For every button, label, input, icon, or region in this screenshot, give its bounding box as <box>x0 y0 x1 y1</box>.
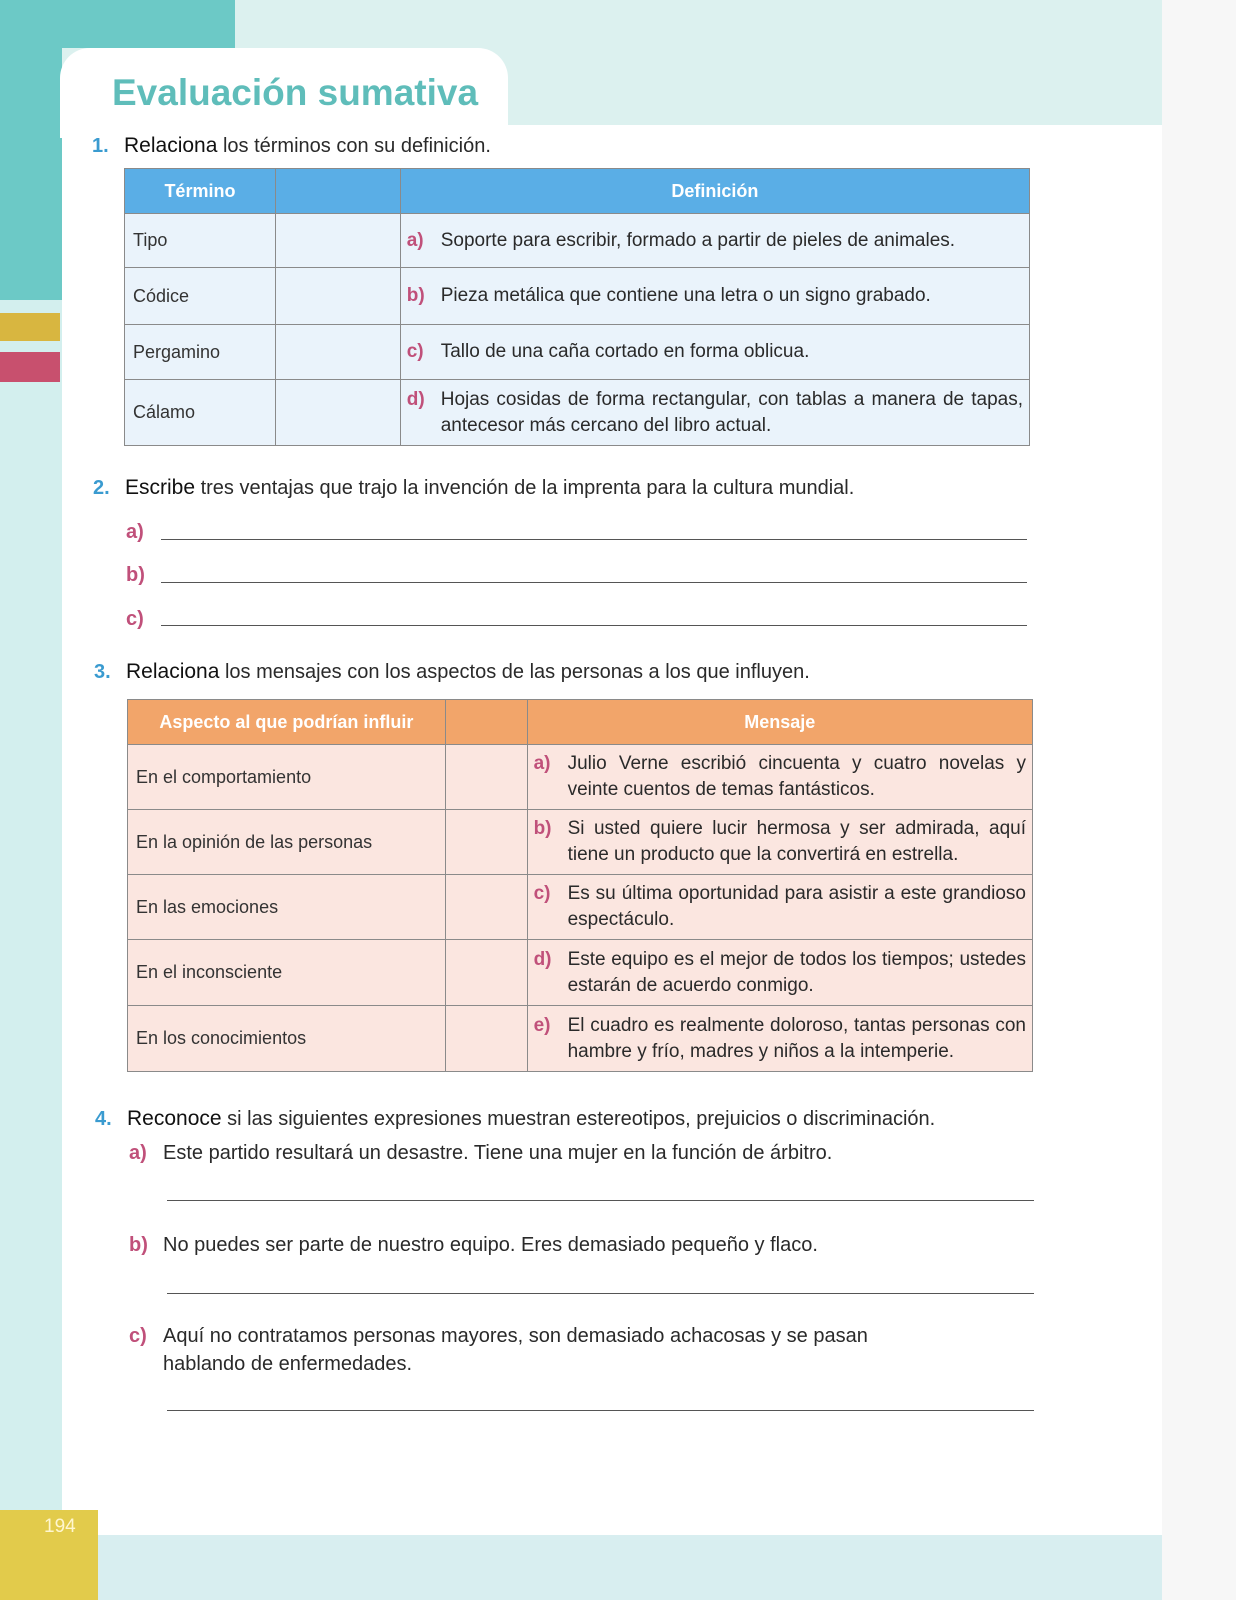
message-text: Es su última oportunidad para asistir a este grandioso espectáculo. <box>567 883 1026 930</box>
answer-line[interactable] <box>161 625 1027 626</box>
term-cell: Códice <box>125 268 276 325</box>
header-term: Término <box>125 169 276 214</box>
answer-line[interactable] <box>161 582 1027 583</box>
term-cell: Cálamo <box>125 380 276 446</box>
message-cell <box>527 810 1032 875</box>
term-cell: Pergamino <box>125 325 276 380</box>
answer-line[interactable] <box>161 539 1027 540</box>
answer-cell[interactable] <box>445 875 527 940</box>
definition-cell <box>400 268 1029 325</box>
statement-item <box>129 1231 1029 1259</box>
answer-label: c) <box>126 608 144 630</box>
statement-text: Este partido resultará un desastre. Tiene una mujer en la función de árbitro. <box>163 1142 833 1164</box>
definition-cell <box>400 325 1029 380</box>
aspect-cell: En las emociones <box>128 875 446 940</box>
message-cell <box>527 745 1032 810</box>
question-3 <box>94 660 810 684</box>
answer-cell[interactable] <box>445 940 527 1006</box>
message-text: Este equipo es el mejor de todos los tiempos; ustedes estarán de acuerdo conmigo. <box>567 948 1026 996</box>
answer-cell[interactable] <box>275 268 400 325</box>
message-text: El cuadro es realmente doloroso, tantas personas con hambre y frío, madres y niños a la intemperie. <box>567 1014 1026 1062</box>
question-text: los mensajes con los aspectos de las personas a los que influyen. <box>219 661 810 683</box>
answer-cell[interactable] <box>275 325 400 380</box>
question-text: si las siguientes expresiones muestran estereotipos, prejuicios o discriminación. <box>221 1108 936 1130</box>
definition-letter: b) <box>406 285 425 306</box>
question-verb: Escribe <box>125 476 196 499</box>
header-blank <box>445 700 527 745</box>
pink-strip <box>0 352 60 382</box>
statement-letter: a) <box>129 1142 147 1164</box>
term-cell: Tipo <box>125 214 276 268</box>
answer-cell[interactable] <box>445 1006 527 1072</box>
definition-text: Hojas cosidas de forma rectangular, con tablas a manera de tapas, antecesor más cercano del libro actual. <box>440 388 1023 436</box>
question-number: 2. <box>93 477 110 499</box>
question-number: 4. <box>95 1108 112 1130</box>
yellow-strip <box>0 313 60 341</box>
bottom-band <box>62 1535 1162 1600</box>
aspect-cell: En los conocimientos <box>128 1006 446 1072</box>
answer-cell[interactable] <box>275 214 400 268</box>
header-message: Mensaje <box>527 700 1032 745</box>
definition-text: Soporte para escribir, formado a partir de pieles de animales. <box>440 229 956 251</box>
question-verb: Reconoce <box>127 1107 222 1130</box>
page-edge <box>1162 0 1236 1600</box>
answer-label: b) <box>126 564 145 586</box>
message-text: Si usted quiere lucir hermosa y ser admirada, aquí tiene un producto que la convertirá en estrella. <box>567 818 1026 865</box>
question-verb: Relaciona <box>124 134 218 157</box>
answer-cell[interactable] <box>445 810 527 875</box>
answer-line[interactable] <box>167 1200 1034 1201</box>
aspect-cell: En el comportamiento <box>128 745 446 810</box>
definition-text: Pieza metálica que contiene una letra o un signo grabado. <box>440 285 931 306</box>
answer-cell[interactable] <box>445 745 527 810</box>
definition-letter: a) <box>406 229 424 251</box>
answer-line[interactable] <box>167 1293 1034 1294</box>
header-aspect: Aspecto al que podrían influir <box>128 700 446 745</box>
messages-table <box>127 699 1033 1072</box>
question-text: tres ventajas que trajo la invención de la imprenta para la cultura mundial. <box>195 477 855 499</box>
question-1 <box>92 134 491 158</box>
definition-text: Tallo de una caña cortado en forma oblicua. <box>440 341 810 362</box>
header-definition: Definición <box>400 169 1029 214</box>
answer-label: a) <box>126 521 144 543</box>
page-title: Evaluación sumativa <box>112 72 479 113</box>
header-blank <box>275 169 400 214</box>
message-text: Julio Verne escribió cincuenta y cuatro novelas y veinte cuentos de temas fantásticos. <box>567 753 1026 800</box>
aspect-cell: En la opinión de las personas <box>128 810 446 875</box>
question-number: 1. <box>92 135 109 157</box>
question-number: 3. <box>94 661 111 683</box>
aspect-cell: En el inconsciente <box>128 940 446 1006</box>
statement-text: No puedes ser parte de nuestro equipo. Eres demasiado pequeño y flaco. <box>163 1234 818 1256</box>
terms-table <box>124 168 1030 446</box>
definition-cell <box>400 380 1029 446</box>
top-band-accent <box>0 0 235 48</box>
statement-text: Aquí no contratamos personas mayores, son demasiado achacosas y se pasan hablando de enfermedades. <box>163 1325 868 1375</box>
question-verb: Relaciona <box>126 660 220 683</box>
statement-letter: c) <box>129 1325 147 1347</box>
message-letter: c) <box>533 883 551 904</box>
question-2 <box>93 476 854 500</box>
statement-item <box>129 1139 1029 1167</box>
message-letter: d) <box>533 948 552 970</box>
message-cell <box>527 1006 1032 1072</box>
message-letter: e) <box>533 1014 551 1036</box>
message-cell <box>527 875 1032 940</box>
statement-letter: b) <box>129 1234 148 1256</box>
question-4 <box>95 1107 935 1131</box>
definition-letter: d) <box>406 388 425 410</box>
answer-cell[interactable] <box>275 380 400 446</box>
answer-line[interactable] <box>167 1410 1034 1411</box>
message-cell <box>527 940 1032 1006</box>
definition-letter: c) <box>406 341 424 362</box>
message-letter: a) <box>533 753 551 774</box>
definition-cell <box>400 214 1029 268</box>
question-text: los términos con su definición. <box>217 135 491 157</box>
statement-item <box>129 1322 949 1378</box>
page-number: 194 <box>44 1516 76 1537</box>
message-letter: b) <box>533 818 552 839</box>
